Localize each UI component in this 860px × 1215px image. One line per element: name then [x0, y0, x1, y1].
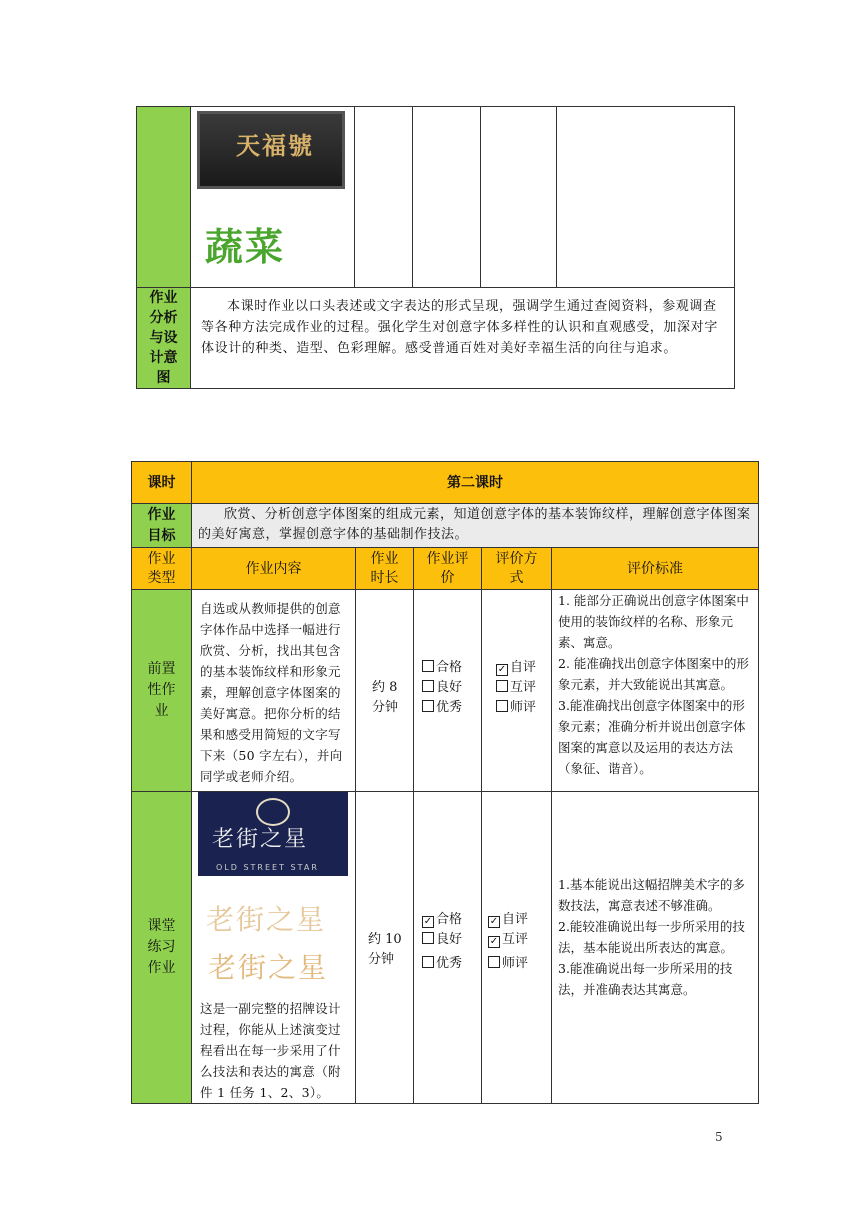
row1-criteria: 1. 能部分正确说出创意字体图案中使用的装饰纹样的名称、形象元素、寓意。 2. 能准确找出创意字体图案中的形象元素，并大致能说出其寓意。 3.能准确找出创意字体图案中的形象元素；准确分析并说出创意字体图案的寓意以及运用的表达方法（象征、谐音）。 — [552, 590, 759, 792]
checkbox-empty-icon — [496, 700, 508, 712]
sign-design-final-image: 老街之星 OLD STREET STAR — [198, 792, 348, 876]
shop-sign-image: 天福號 — [197, 111, 345, 189]
checkbox-checked-icon: ✓ — [423, 916, 433, 927]
row2-criteria: 1.基本能说出这幅招牌美术字的多数技法，寓意表述不够准确。 2.能较准确说出每一步所采用的技法，基本能说出所表达的寓意。 3.能准确说出每一步所采用的技法，并准确表达其寓意。 — [552, 792, 759, 1104]
page-number: 5 — [715, 1130, 723, 1144]
method-option[interactable]: 互评 — [496, 678, 551, 698]
header-method: 评价方 式 — [482, 548, 552, 590]
sign-design-sketch-image: 老街之星 — [208, 951, 329, 984]
header-criteria: 评价标准 — [552, 548, 759, 590]
header-type: 作业 类型 — [132, 548, 192, 590]
eval-option[interactable]: 良好 — [422, 678, 481, 698]
table-design-intent — [136, 106, 735, 389]
row2-type: 课堂 练习 作业 — [132, 792, 192, 1104]
sign-images-cell — [191, 107, 355, 288]
row1-duration: 约 8 分钟 — [356, 590, 414, 792]
green-label-cell — [137, 107, 191, 288]
header-duration: 作业 时长 — [356, 548, 414, 590]
row2-question: 这是一副完整的招牌设计过程，你能从上述演变过程看出在每一步采用了什么技法和表达的寓意（附件 1 任务 1、2、3）。 — [200, 1001, 341, 1100]
method-option[interactable]: 师评 — [496, 698, 551, 718]
intent-text: 本课时作业以口头表述或文字表达的形式呈现，强调学生通过查阅资料，参观调查等各种方法完成作业的过程。强化学生对创意字体多样性的认识和直观感受，加深对字体设计的种类、造型、色彩理解。感受普通百姓对美好幸福生活的向往与追求。 — [191, 288, 735, 389]
checkbox-empty-icon — [422, 660, 434, 672]
checkbox-empty-icon — [422, 956, 434, 968]
checkbox-empty-icon — [496, 680, 508, 692]
intent-label: 作业 分析 与设 计意 图 — [137, 288, 191, 389]
row1-type: 前置 性作 业 — [132, 590, 192, 792]
eval-option[interactable]: 良好 — [422, 930, 481, 950]
star-logo-icon — [256, 798, 290, 826]
eval-option[interactable]: ✓ 合格 — [423, 912, 463, 927]
period-label: 课时 — [132, 462, 192, 504]
checkbox-checked-icon: ✓ — [497, 664, 507, 675]
row1-methods — [482, 590, 552, 792]
row1-content: 自选或从教师提供的创意字体作品中选择一幅进行欣赏、分析，找出其包含的基本装饰纹样和形象元素，理解创意字体图案的美好寓意。把你分析的结果和感受用简短的文字写下来（50 字左右），并向同学或老师介绍。 — [192, 590, 356, 792]
eval-option[interactable]: 优秀 — [422, 954, 481, 974]
checkbox-empty-icon — [422, 932, 434, 944]
goal-text: 欣赏、分析创意字体图案的组成元素，知道创意字体的基本装饰纹样，理解创意字体图案的美好寓意，掌握创意字体的基础制作技法。 — [192, 504, 759, 548]
goal-label: 作业 目标 — [132, 504, 192, 548]
period-value: 第二课时 — [192, 462, 759, 504]
row2-evals — [414, 792, 482, 1104]
checkbox-checked-icon: ✓ — [489, 916, 499, 927]
eval-option[interactable]: 合格 — [422, 658, 481, 678]
row2-duration: 约 10 分钟 — [356, 792, 414, 1104]
checkbox-empty-icon — [422, 680, 434, 692]
row1-evals — [414, 590, 482, 792]
header-content: 作业内容 — [192, 548, 356, 590]
checkbox-empty-icon — [488, 956, 500, 968]
vegetable-font-image: 蔬菜 — [205, 225, 286, 269]
method-option[interactable]: ✓ 互评 — [489, 932, 529, 947]
header-eval: 作业评 价 — [414, 548, 482, 590]
method-option[interactable]: ✓ 自评 — [489, 912, 529, 927]
row2-methods — [482, 792, 552, 1104]
method-option[interactable]: 师评 — [488, 954, 551, 974]
eval-option[interactable]: 优秀 — [422, 698, 481, 718]
checkbox-empty-icon — [422, 700, 434, 712]
checkbox-checked-icon: ✓ — [489, 936, 499, 947]
table-lesson-two — [131, 461, 759, 1104]
method-option[interactable]: ✓ 自评 — [497, 660, 537, 675]
row2-content — [192, 792, 356, 1104]
sign-design-draft-image: 老街之星 — [206, 903, 327, 936]
